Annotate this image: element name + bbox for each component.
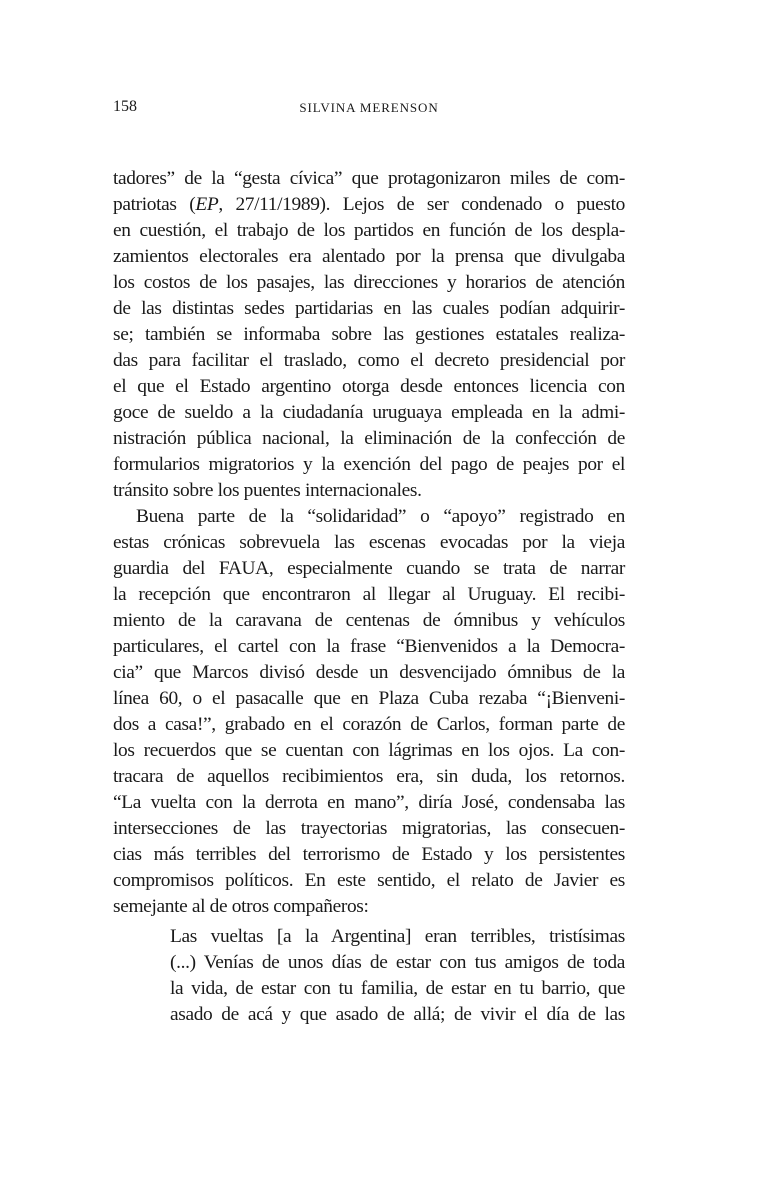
text-line: tránsito sobre los puentes internacionales. <box>113 480 422 501</box>
text-line: compromisos políticos. En este sentido, el relato de Javier es <box>113 870 625 891</box>
text-line: particulares, el cartel con la frase “Bienvenidos a la Democra- <box>113 636 625 657</box>
text-line: en cuestión, el trabajo de los partidos en función de los despla- <box>113 220 625 241</box>
text-line: línea 60, o el pasacalle que en Plaza Cuba rezaba “¡Bienveni- <box>113 688 625 709</box>
text-line: estas crónicas sobrevuela las escenas evocadas por la vieja <box>113 532 625 553</box>
paragraph-1 <box>113 166 625 504</box>
text-line: los costos de los pasajes, las direcciones y horarios de atención <box>113 272 625 293</box>
text-line: semejante al de otros compañeros: <box>113 896 369 917</box>
page-header <box>113 98 625 122</box>
source-abbreviation: EP <box>195 194 219 215</box>
text-line: guardia del FAUA, especialmente cuando se trata de narrar <box>113 558 625 579</box>
text-line: Buena parte de la “solidaridad” o “apoyo” registrado en <box>136 506 625 527</box>
body-text <box>113 166 625 1028</box>
text-line: tracara de aquellos recibimientos era, sin duda, los retornos. <box>113 766 625 787</box>
text-line: goce de sueldo a la ciudadanía uruguaya empleada en la admi- <box>113 402 625 423</box>
text-line: formularios migratorios y la exención del pago de peajes por el <box>113 454 625 475</box>
paragraph-2 <box>113 504 625 920</box>
text-line: la recepción que encontraron al llegar al Uruguay. El recibi- <box>113 584 625 605</box>
text-line: “La vuelta con la derrota en mano”, diría José, condensaba las <box>113 792 625 813</box>
text-line: el que el Estado argentino otorga desde entonces licencia con <box>113 376 625 397</box>
text-line: zamientos electorales era alentado por la prensa que divulgaba <box>113 246 625 267</box>
text-line: los recuerdos que se cuentan con lágrimas en los ojos. La con- <box>113 740 625 761</box>
text-line: nistración pública nacional, la eliminación de la confección de <box>113 428 625 449</box>
text-line: patriotas (EP, 27/11/1989). Lejos de ser condenado o puesto <box>113 194 625 215</box>
text-line: se; también se informaba sobre las gestiones estatales realiza- <box>113 324 625 345</box>
quote-line: (...) Venías de unos días de estar con tus amigos de toda <box>170 952 625 973</box>
text-line: intersecciones de las trayectorias migratorias, las consecuen- <box>113 818 625 839</box>
text-line: cia” que Marcos divisó desde un desvencijado ómnibus de la <box>113 662 625 683</box>
quote-line: la vida, de estar con tu familia, de estar en tu barrio, que <box>170 978 625 999</box>
text-line: de las distintas sedes partidarias en las cuales podían adquirir- <box>113 298 625 319</box>
text-line: tadores” de la “gesta cívica” que protagonizaron miles de com- <box>113 168 625 189</box>
text-line: dos a casa!”, grabado en el corazón de Carlos, forman parte de <box>113 714 625 735</box>
running-head: SILVINA MERENSON <box>299 100 439 115</box>
text-line: cias más terribles del terrorismo de Estado y los persistentes <box>113 844 625 865</box>
page-number: 158 <box>113 98 137 115</box>
text-line: miento de la caravana de centenas de ómnibus y vehículos <box>113 610 625 631</box>
block-quote <box>170 924 625 1028</box>
quote-line: Las vueltas [a la Argentina] eran terribles, tristísimas <box>170 926 625 947</box>
text-line: das para facilitar el traslado, como el decreto presidencial por <box>113 350 625 371</box>
quote-line: asado de acá y que asado de allá; de vivir el día de las <box>170 1004 625 1025</box>
